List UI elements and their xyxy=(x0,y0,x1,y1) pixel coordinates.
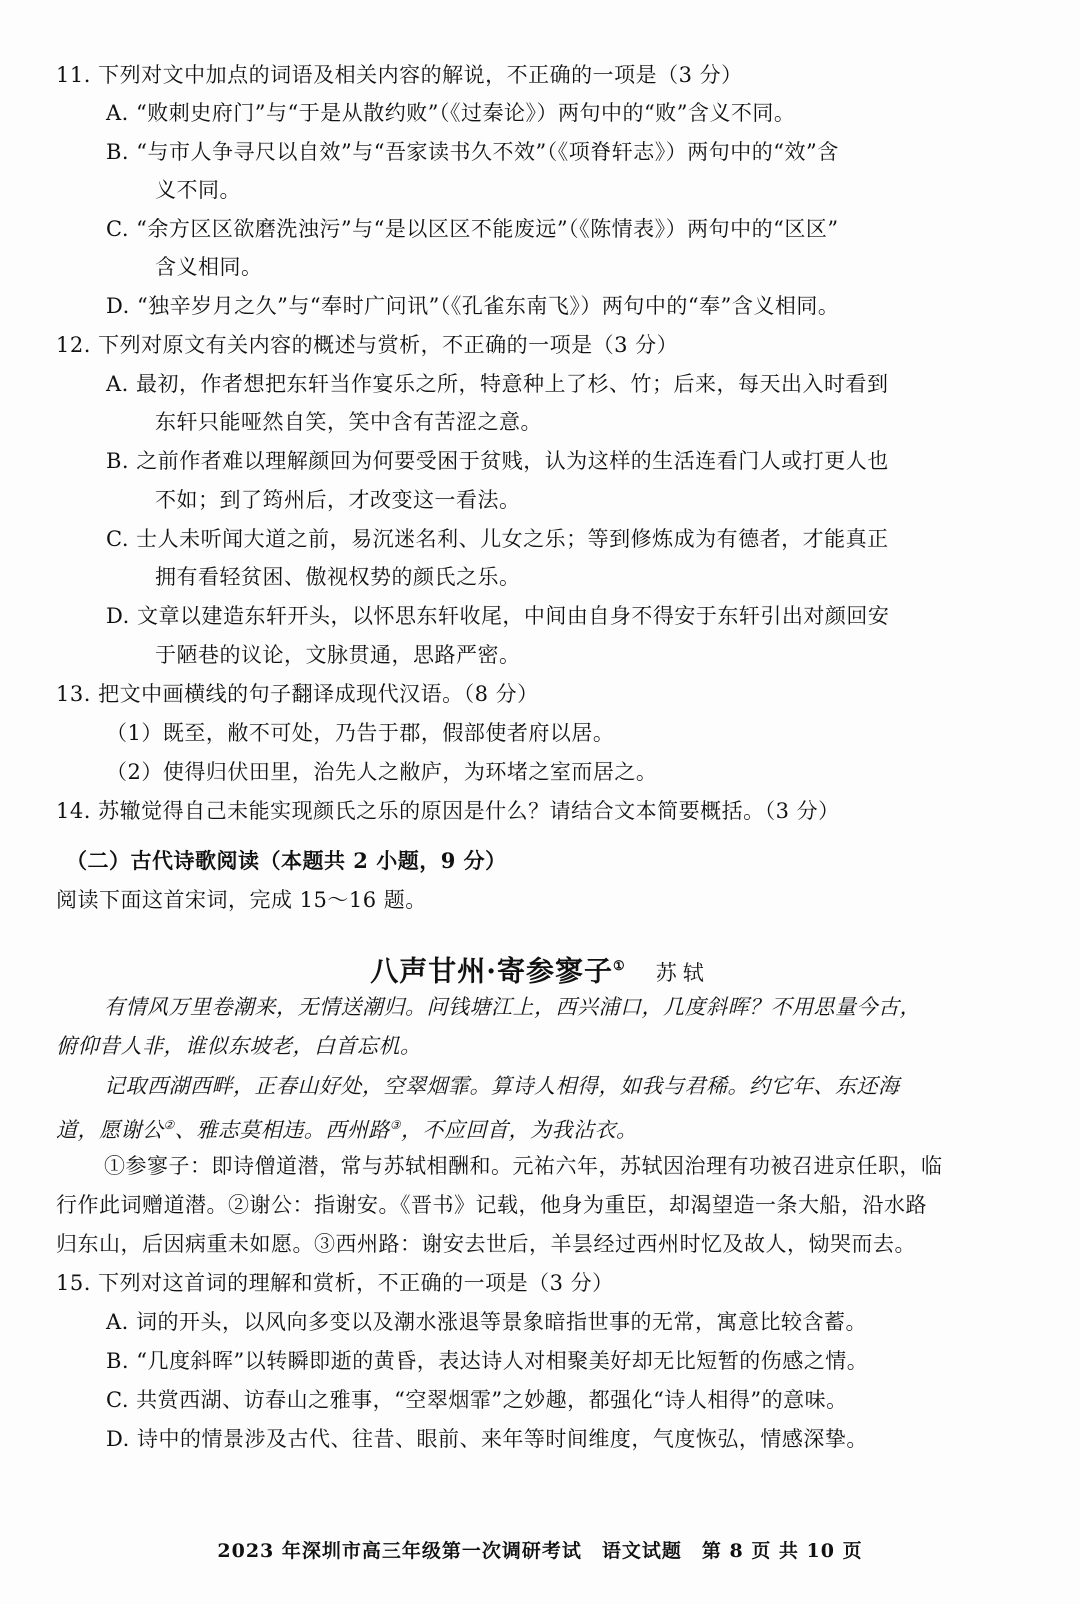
question-13-stem: 13. 把文中画横线的句子翻译成现代汉语。（8 分） xyxy=(56,682,539,706)
question-12-option-d: D. 文章以建造东轩开头，以怀思东轩收尾，中间由自身不得安于东轩引出对颜回安 xyxy=(106,604,890,628)
section-heading: （二）古代诗歌阅读（本题共 2 小题，9 分） xyxy=(66,848,507,873)
poem-line-4-part-2: 、雅志莫相违。西州路 xyxy=(174,1118,390,1142)
footnote-line-1: ①参寥子：即诗僧道潜，常与苏轼相酬和。元祐六年，苏轼因治理有功被召进京任职，临 xyxy=(104,1154,943,1178)
question-15-option-a: A. 词的开头，以风向多变以及潮水涨退等景象暗指世事的无常，寓意比较含蓄。 xyxy=(106,1310,868,1334)
question-15-option-d: D. 诗中的情景涉及古代、往昔、眼前、来年等时间维度，气度恢弘，情感深挚。 xyxy=(106,1427,868,1451)
question-15-stem: 15. 下列对这首词的理解和赏析，不正确的一项是（3 分） xyxy=(56,1271,614,1295)
question-11-stem: 11. 下列对文中加点的词语及相关内容的解说，不正确的一项是（3 分） xyxy=(56,63,743,87)
question-12-option-c-cont: 拥有看轻贫困、傲视权势的颜氏之乐。 xyxy=(155,565,521,589)
question-12-option-c: C. 士人未听闻大道之前，易沉迷名利、儿女之乐；等到修炼成为有德者，才能真正 xyxy=(106,527,889,551)
section-intro: 阅读下面这首宋词，完成 15～16 题。 xyxy=(56,888,427,912)
question-12-option-b: B. 之前作者难以理解颜回为何要受困于贫贱，认为这样的生活连看门人或打更人也 xyxy=(106,449,889,473)
question-12-option-a: A. 最初，作者想把东轩当作宴乐之所，特意种上了杉、竹；后来，每天出入时看到 xyxy=(106,372,889,396)
poem-note-ref-3: ③ xyxy=(389,1118,402,1132)
question-11-option-a: A. “败刺史府门”与“于是从散约败”（《过秦论》）两句中的“败”含义不同。 xyxy=(106,101,796,125)
question-12-option-b-cont: 不如；到了筠州后，才改变这一看法。 xyxy=(155,488,521,512)
poem-line-2: 俯仰昔人非，谁似东坡老，白首忘机。 xyxy=(56,1034,422,1058)
poem-line-4-part-1: 道，愿谢公 xyxy=(56,1118,164,1142)
question-11-option-c: C. “余方区区欲磨洗浊污”与“是以区区不能废远”（《陈情表》）两句中的“区区” xyxy=(106,217,839,241)
page-footer: 2023 年深圳市高三年级第一次调研考试 语文试题 第 8 页 共 10 页 xyxy=(217,1540,863,1562)
poem-note-ref-2: ② xyxy=(163,1118,175,1132)
question-15-option-b: B. “几度斜晖”以转瞬即逝的黄昏，表达诗人对相聚美好却无比短暂的伤感之情。 xyxy=(106,1349,869,1373)
poem-title xyxy=(0,948,1080,992)
poem-author: 苏轼 xyxy=(655,961,710,986)
question-12-option-d-cont: 于陋巷的议论，文脉贯通，思路严密。 xyxy=(155,643,521,667)
question-15-option-c: C. 共赏西湖、访春山之雅事，“空翠烟霏”之妙趣，都强化“诗人相得”的意味。 xyxy=(106,1388,848,1412)
poem-title-text: 八声甘州·寄参寥子 xyxy=(370,954,614,988)
question-13-sentence-2: （2）使得归伏田里，治先人之敝庐，为环堵之室而居之。 xyxy=(106,760,658,784)
poem-line-1: 有情风万里卷潮来，无情送潮归。问钱塘江上，西兴浦口，几度斜晖？不用思量今古， xyxy=(104,995,921,1019)
footnote-line-2: 行作此词赠道潜。②谢公：指谢安。《晋书》记载，他身为重臣，却渴望造一条大船，沿水路 xyxy=(56,1193,927,1217)
question-13-sentence-1: （1）既至，敝不可处，乃告于郡，假部使者府以居。 xyxy=(106,721,615,745)
poem-line-4 xyxy=(56,1110,638,1145)
footnote-line-3: 归东山，后因病重未如愿。③西州路：谢安去世后，羊昙经过西州时忆及故人，恸哭而去。 xyxy=(56,1232,916,1256)
question-14-stem: 14. 苏辙觉得自己未能实现颜氏之乐的原因是什么？请结合文本简要概括。（3 分） xyxy=(56,799,840,823)
poem-title-note: ① xyxy=(613,959,626,974)
poem-line-3: 记取西湖西畔，正春山好处，空翠烟霏。算诗人相得，如我与君稀。约它年、东还海 xyxy=(104,1074,900,1098)
question-11-option-b-cont: 义不同。 xyxy=(155,178,241,202)
question-11-option-c-cont: 含义相同。 xyxy=(155,255,263,279)
question-11-option-d: D. “独辛岁月之久”与“奉时广问讯”（《孔雀东南飞》）两句中的“奉”含义相同。 xyxy=(106,294,840,318)
poem-line-4-part-3: ，不应回首，为我沾衣。 xyxy=(401,1118,638,1142)
question-11-option-b: B. “与市人争寻尺以自效”与“吾家读书久不效”（《项脊轩志》）两句中的“效”含 xyxy=(106,140,839,164)
question-12-option-a-cont: 东轩只能哑然自笑，笑中含有苦涩之意。 xyxy=(155,410,542,434)
question-12-stem: 12. 下列对原文有关内容的概述与赏析，不正确的一项是（3 分） xyxy=(56,333,679,357)
